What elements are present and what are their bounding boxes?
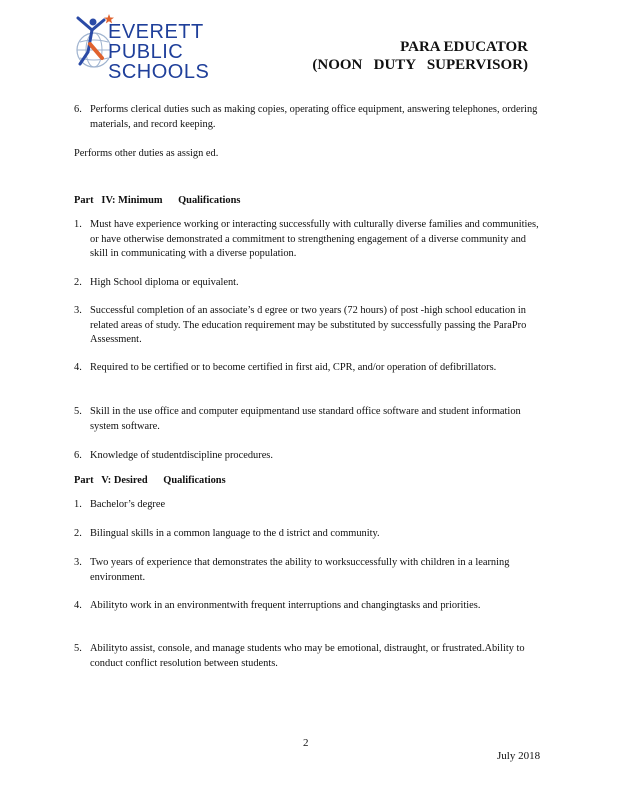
list-item-number: 1. [74,219,82,230]
document-title-line-2: (NOON DUTY SUPERVISOR) [312,57,528,73]
document-title-line-1: PARA EDUCATOR [400,39,528,55]
list-item-text: Knowledge of studentdiscipline procedures. [90,450,273,461]
logo-text-line-2: PUBLIC [108,41,184,63]
list-item-text: Bilingual skills in a common language to the d istrict and community. [90,528,380,539]
logo-text-line-3: SCHOOLS [108,61,210,83]
list-item-text: Abilityto assist, console, and manage students who may be emotional, distraught, or frustrated.Ability to conduct conflict resolution between students. [90,643,525,669]
list-item-text: Required to be certified or to become certified in first aid, CPR, and/or operation of defibrillators. [90,362,497,373]
list-item-number: 3. [74,557,82,568]
page-number: 2 [303,737,309,749]
list-item-number: 2. [74,277,82,288]
other-duties-text: Performs other duties as assign ed. [74,148,219,159]
document-date: July 2018 [497,750,541,762]
list-item-number: 5. [74,406,82,417]
list-item-number: 2. [74,528,82,539]
list-item-text: Performs clerical duties such as making copies, operating office equipment, answering telephones, ordering materials, and record keeping. [90,104,538,130]
list-item-number: 5. [74,643,82,654]
list-item-number: 4. [74,362,82,373]
list-item-text: High School diploma or equivalent. [90,277,239,288]
list-item-number: 6. [74,104,82,115]
list-item-text: Successful completion of an associate’s d egree or two years (72 hours) of post -high school education in related areas of study. The education requirement may be substituted by successfully passing the ParaPro Assessment. [90,305,527,346]
list-item-number: 4. [74,600,82,611]
document-title [290,38,528,74]
list-item-number: 1. [74,499,82,510]
list-item-text: Two years of experience that demonstrates the ability to worksuccessfully with children in a learning environment. [90,557,510,583]
logo-text-line-1: EVERETT [108,21,204,43]
list-item-text: Skill in the use office and computer equipmentand use standard office software and student information system software. [90,406,521,432]
list-item-text: Must have experience working or interacting successfully with culturally diverse families and communities, or have otherwise demonstrated a commitment to strengthening engagement of a diverse community and skill in communicating with a diverse population. [90,219,539,260]
list-item-number: 6. [74,450,82,461]
part-v-heading: Part V: Desired Qualifications [74,475,226,486]
part-iv-heading: Part IV: Minimum Qualifications [74,195,241,206]
list-item-text: Abilityto work in an environmentwith frequent interruptions and changingtasks and priorities. [90,600,481,611]
list-item-text: Bachelor’s degree [90,499,166,510]
everett-public-schools-logo [74,12,244,82]
list-item-number: 3. [74,305,82,316]
